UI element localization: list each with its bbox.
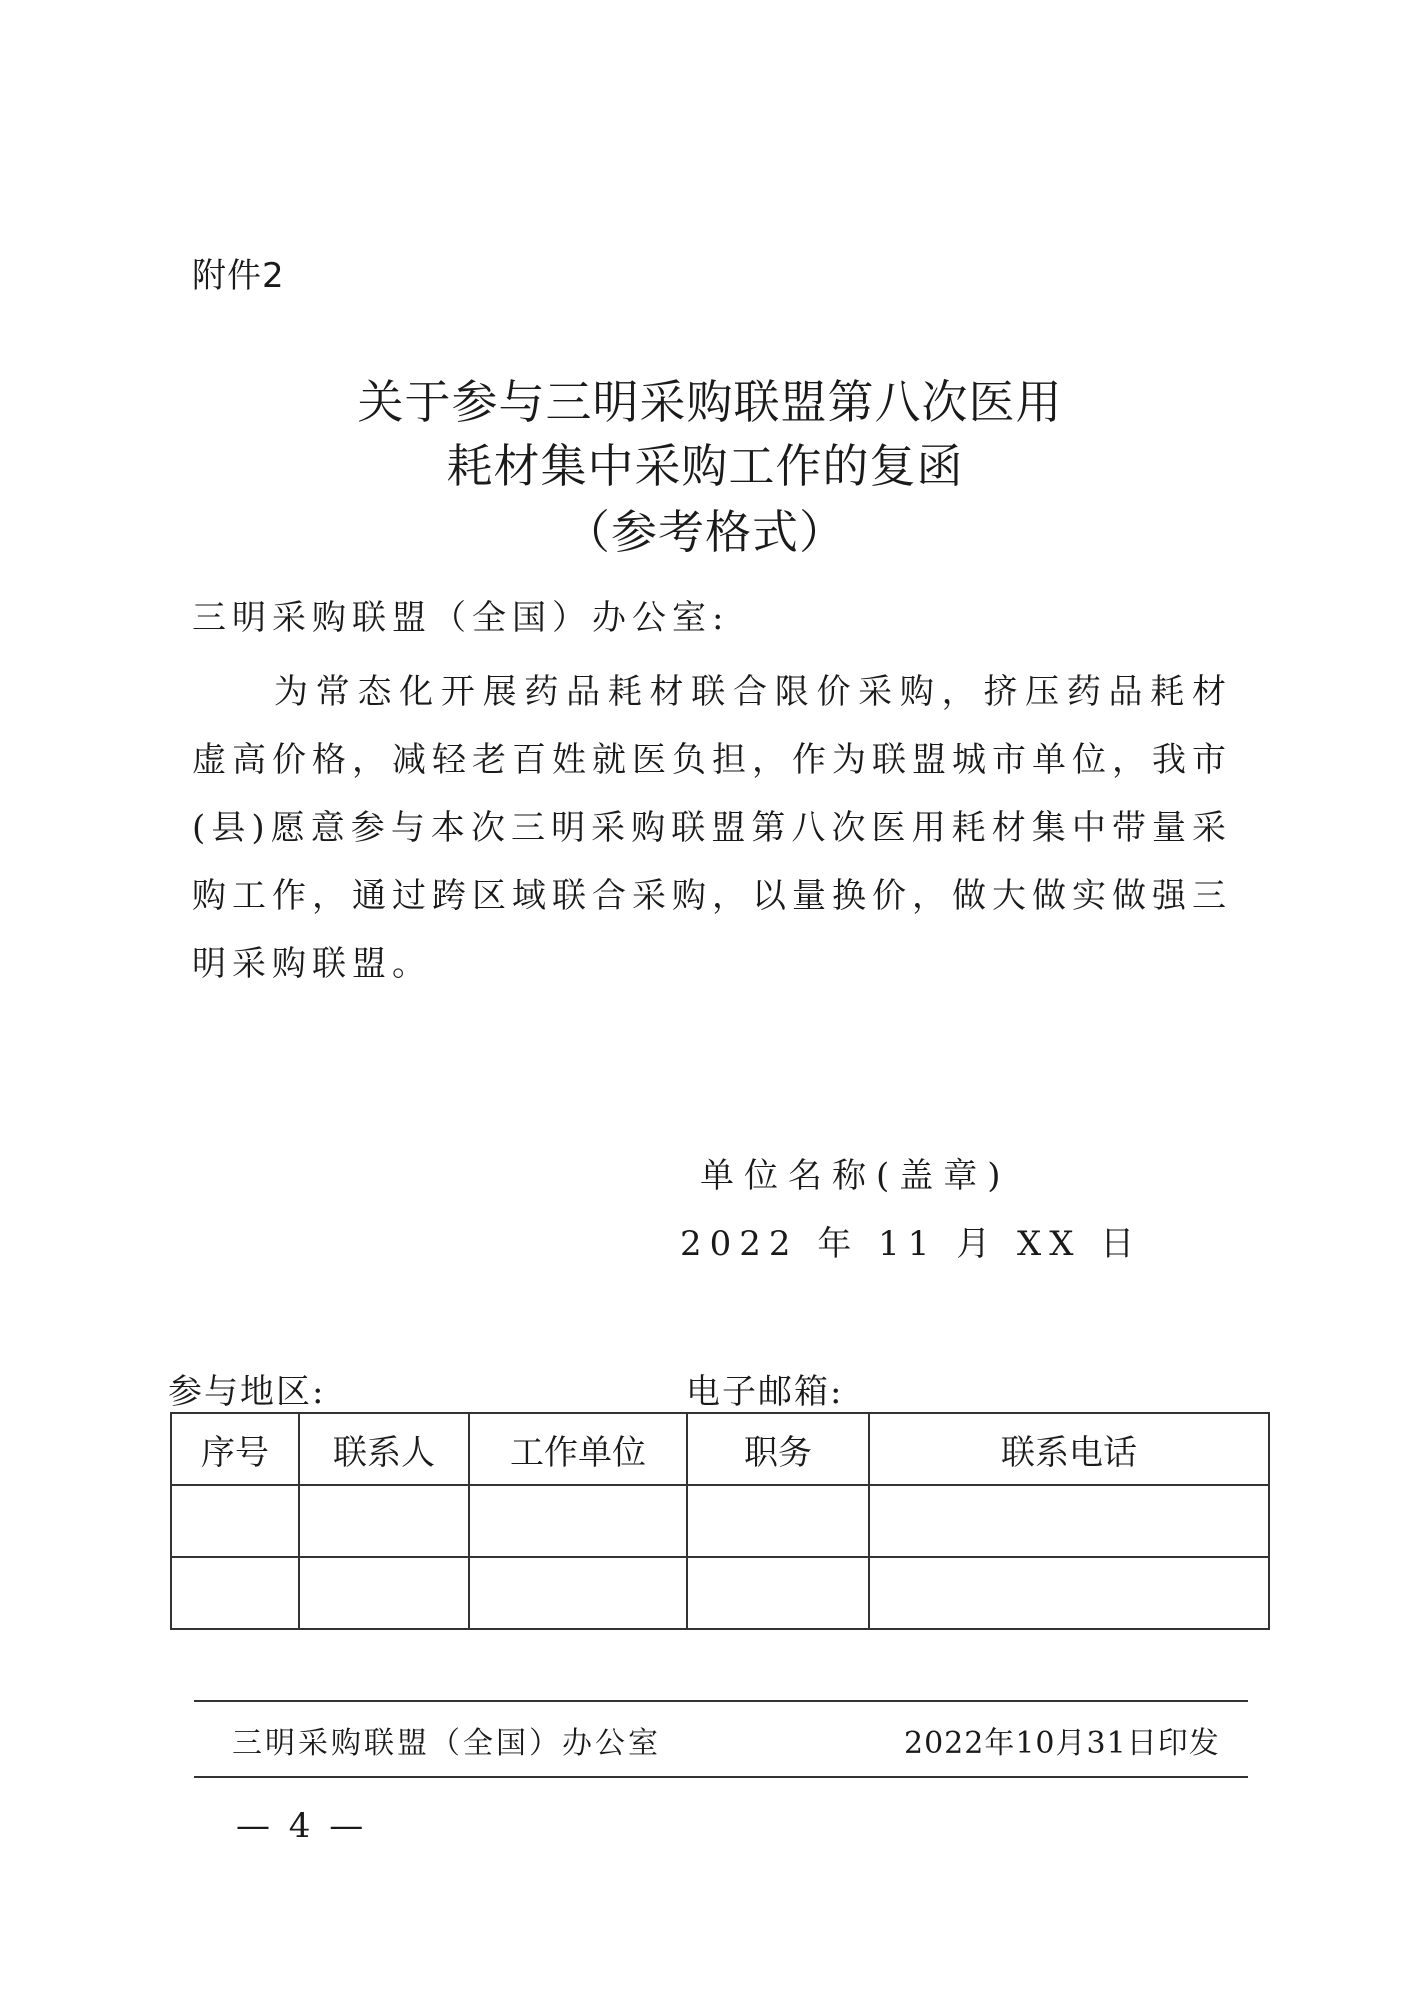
body-paragraph: 为常态化开展药品耗材联合限价采购，挤压药品耗材虚高价格，减轻老百姓就医负担，作为联盟城市单位，我市(县)愿意参与本次三明采购联盟第八次医用耗材集中带量采购工作，通过跨区域联合采购，以量换价，做大做实做强三明采购联盟。 bbox=[192, 672, 1232, 984]
column-header-phone: 联系电话 bbox=[869, 1413, 1269, 1485]
table-cell bbox=[171, 1557, 299, 1629]
table-cell bbox=[869, 1485, 1269, 1557]
email-field-label: 电子邮箱: bbox=[686, 1372, 844, 1412]
table-cell bbox=[171, 1485, 299, 1557]
footer-bottom-divider bbox=[194, 1776, 1248, 1778]
column-header-position: 职务 bbox=[687, 1413, 869, 1485]
page-number: — 4 — bbox=[236, 1806, 368, 1846]
table-cell bbox=[687, 1485, 869, 1557]
table-cell bbox=[299, 1485, 469, 1557]
table-row bbox=[171, 1485, 1269, 1557]
column-header-workplace: 工作单位 bbox=[469, 1413, 687, 1485]
column-header-index: 序号 bbox=[171, 1413, 299, 1485]
table-row bbox=[171, 1557, 1269, 1629]
title-line-2: 耗材集中采购工作的复函 bbox=[446, 439, 964, 493]
footer-issuer: 三明采购联盟（全国）办公室 bbox=[232, 1726, 661, 1761]
contact-table bbox=[170, 1412, 1270, 1630]
footer-print-date: 2022年10月31日印发 bbox=[904, 1726, 1220, 1761]
addressee: 三明采购联盟（全国）办公室: bbox=[192, 598, 730, 638]
table-cell bbox=[687, 1557, 869, 1629]
signature-line: 单位名称(盖章) bbox=[700, 1156, 1011, 1196]
table-cell bbox=[299, 1557, 469, 1629]
footer-top-divider bbox=[194, 1700, 1248, 1702]
table-cell bbox=[469, 1485, 687, 1557]
document-title bbox=[0, 370, 1410, 564]
column-header-contact: 联系人 bbox=[299, 1413, 469, 1485]
table-cell bbox=[469, 1557, 687, 1629]
title-line-3: （参考格式） bbox=[564, 505, 846, 559]
date-line: 2022 年 11 月 XX 日 bbox=[680, 1224, 1143, 1264]
attachment-label: 附件2 bbox=[192, 256, 285, 296]
region-field-label: 参与地区: bbox=[168, 1372, 326, 1412]
title-line-1: 关于参与三明采购联盟第八次医用 bbox=[357, 375, 1063, 429]
table-cell bbox=[869, 1557, 1269, 1629]
table-header-row bbox=[171, 1413, 1269, 1485]
